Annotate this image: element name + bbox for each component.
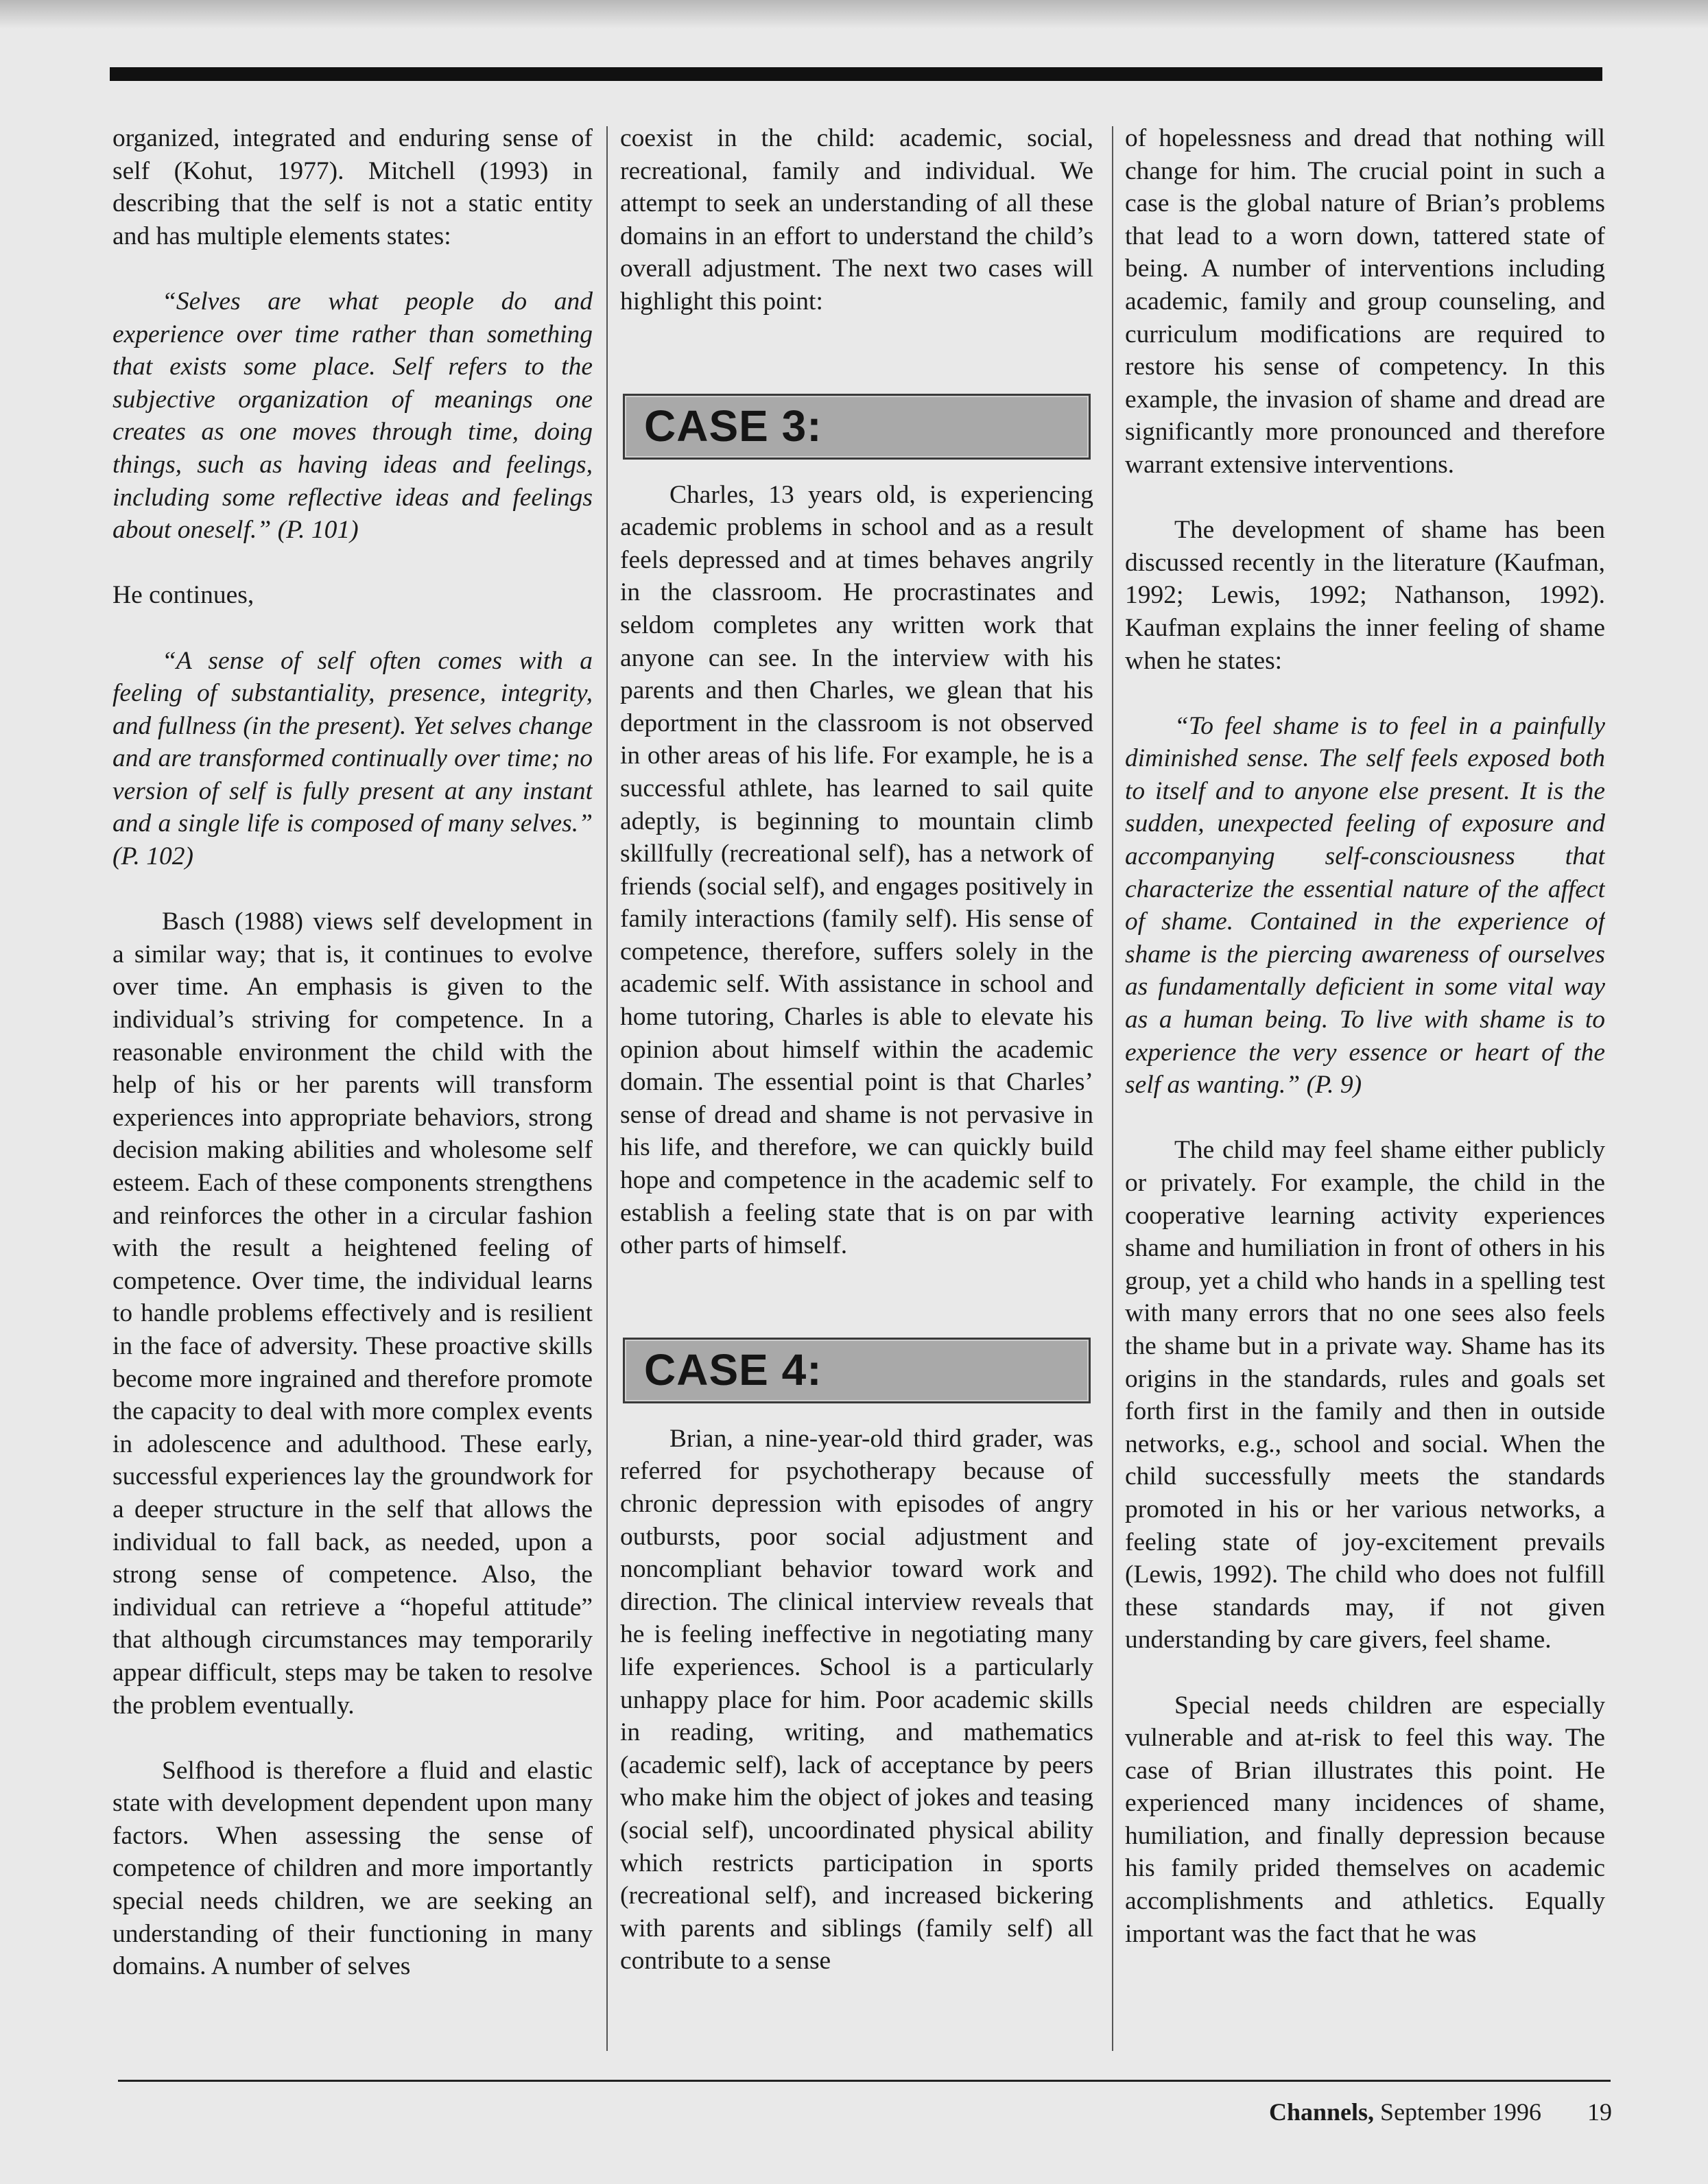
block-quote: “Selves are what people do and experience over time rather than something that exists some place. Self refers to the subjective organization of meanings one creates as one moves through time, doing things, such as having ideas and feelings, including some reflective ideas and feelings about oneself.” (P. 101): [112, 287, 593, 545]
paragraph: The development of shame has been discussed recently in the literature (Kaufman, 1992; Lewis, 1992; Nathanson, 1992). Kaufman explains the inner feeling of shame when he states:: [1125, 516, 1605, 675]
column-1: [112, 122, 593, 2058]
paragraph: coexist in the child: academic, social, recreational, family and individual. We attempt to seek an understanding of all these domains in an effort to understand the child’s overall adjustment. The next two cases will highlight this point:: [620, 124, 1093, 316]
case-title: CASE 3:: [644, 401, 822, 451]
paragraph: organized, integrated and enduring sense of self (Kohut, 1977). Mitchell (1993) in describing that the self is not a static entity and has multiple elements states:: [112, 124, 593, 250]
paragraph: Charles, 13 years old, is experiencing academic problems in school and as a result feels depressed and at times behaves angrily in the classroom. He procrastinates and seldom completes any written work that anyone can see. In the interview with his parents and then Charles, we glean that his deportment in the classroom is not observed in other areas of his life. For example, he is a successful athlete, has learned to sail quite adeptly, is beginning to mountain climb skillfully (recreational self), has a network of friends (social self), and engages positively in family interactions (family self). His sense of competence, therefore, suffers solely in the academic self. With assistance in school and home tutoring, Charles is able to elevate his opinion about himself within the academic domain. The essential point is that Charles’ sense of dread and shame is not pervasive in his life, and therefore, we can quickly build hope and competence in the academic self to establish a feeling state that is on par with other parts of himself.: [620, 480, 1093, 1260]
case-title: CASE 4:: [644, 1345, 822, 1395]
column-divider: [1112, 126, 1113, 2051]
paragraph: The child may feel shame either publicly or privately. For example, the child in the cooperative learning activity experiences shame and humiliation in front of others in his group, yet a child who hands in a spelling test with many errors that no one sees also feels the shame but in a private way. Shame has its origins in the standards, rules and goals set forth first in the family and then in outside networks, e.g., school and social. When the child successfully meets the standards promoted in his or her various networks, a feeling state of joy-excitement prevails (Lewis, 1992). The child who does not fulfill these standards may, if not given understanding by care givers, feel shame.: [1125, 1136, 1605, 1654]
scan-edge-shadow: [0, 0, 1708, 29]
paragraph: Special needs children are especially vulnerable and at-risk to feel this way. The case of Brian illustrates this point. He experienced many incidences of shame, humiliation, and finally depression because his family prided themselves on academic accomplishments and athletics. Equally important was the fact that he was: [1125, 1691, 1605, 1948]
column-divider: [606, 126, 608, 2051]
page-number: 19: [1587, 2098, 1612, 2126]
column-2: [620, 122, 1093, 2058]
header-rule: [110, 67, 1602, 81]
publication-name: Channels,: [1268, 2098, 1375, 2126]
paragraph: He continues,: [112, 581, 254, 610]
column-3: [1125, 122, 1605, 2058]
paragraph: Selfhood is therefore a fluid and elastic state with development dependent upon many factors. When assessing the sense of competence of children and more importantly special needs children, we are seeking an understanding of their functioning in many domains. A number of selves: [112, 1756, 593, 1981]
page-footer: [1269, 2098, 1612, 2126]
block-quote: “A sense of self often comes with a feeling of substantiality, presence, integrity, and fullness (in the present). Yet selves change and are transformed continually over time; no version of self is fully present at any instant and a single life is composed of many selves.” (P. 102): [112, 646, 593, 871]
issue-date: September 1996: [1380, 2098, 1541, 2126]
footer-rule: [118, 2080, 1611, 2082]
paragraph: of hopelessness and dread that nothing will change for him. The crucial point in such a case is the global nature of Brian’s problems that lead to a worn down, tattered state of being. A number of interventions including academic, family and group counseling, and curriculum modifications are required to restore his sense of competency. In this example, the invasion of shame and dread are significantly more pronounced and therefore warrant extensive interventions.: [1125, 124, 1605, 479]
paragraph: Brian, a nine-year-old third grader, was referred for psychotherapy because of chronic depression with episodes of angry outbursts, poor social adjustment and noncompliant behavior toward work and direction. The clinical interview reveals that he is feeling ineffective in negotiating many life experiences. School is a particularly unhappy place for him. Poor academic skills in reading, writing, and mathematics (academic self), lack of acceptance by peers who make him the object of jokes and teasing (social self), uncoordinated physical ability which restricts participation in sports (recreational self), and increased bickering with parents and siblings (family self) all contribute to a sense: [620, 1424, 1093, 1975]
case-3-heading: [623, 394, 1091, 460]
block-quote: “To feel shame is to feel in a painfully diminished sense. The self feels exposed both to itself and to anyone else present. It is the sudden, unexpected feeling of exposure and accompanying self-consciousness that characterize the essential nature of the affect of shame. Contained in the experience of shame is the piercing awareness of ourselves as fundamentally deficient in some vital way as a human being. To live with shame is to experience the very essence or heart of the self as wanting.” (P. 9): [1125, 711, 1605, 1100]
paragraph: Basch (1988) views self development in a similar way; that is, it continues to evolve over time. An emphasis is given to the individual’s striving for competence. In a reasonable environment the child with the help of his or her parents will transform experiences into appropriate behaviors, strong decision making abilities and wholesome self esteem. Each of these components strengthens and reinforces the other in a circular fashion with the result a heightened feeling of competence. Over time, the individual learns to handle problems effectively and is resilient in the face of adversity. These proactive skills become more ingrained and therefore promote the capacity to deal with more complex events in adolescence and adulthood. These early, successful experiences lay the groundwork for a deeper structure in the self that allows the individual to fall back, as needed, upon a strong sense of competence. Also, the individual can retrieve a “hopeful attitude” that although circumstances may temporarily appear difficult, steps may be taken to resolve the problem eventually.: [112, 907, 593, 1720]
case-4-heading: [623, 1338, 1091, 1403]
